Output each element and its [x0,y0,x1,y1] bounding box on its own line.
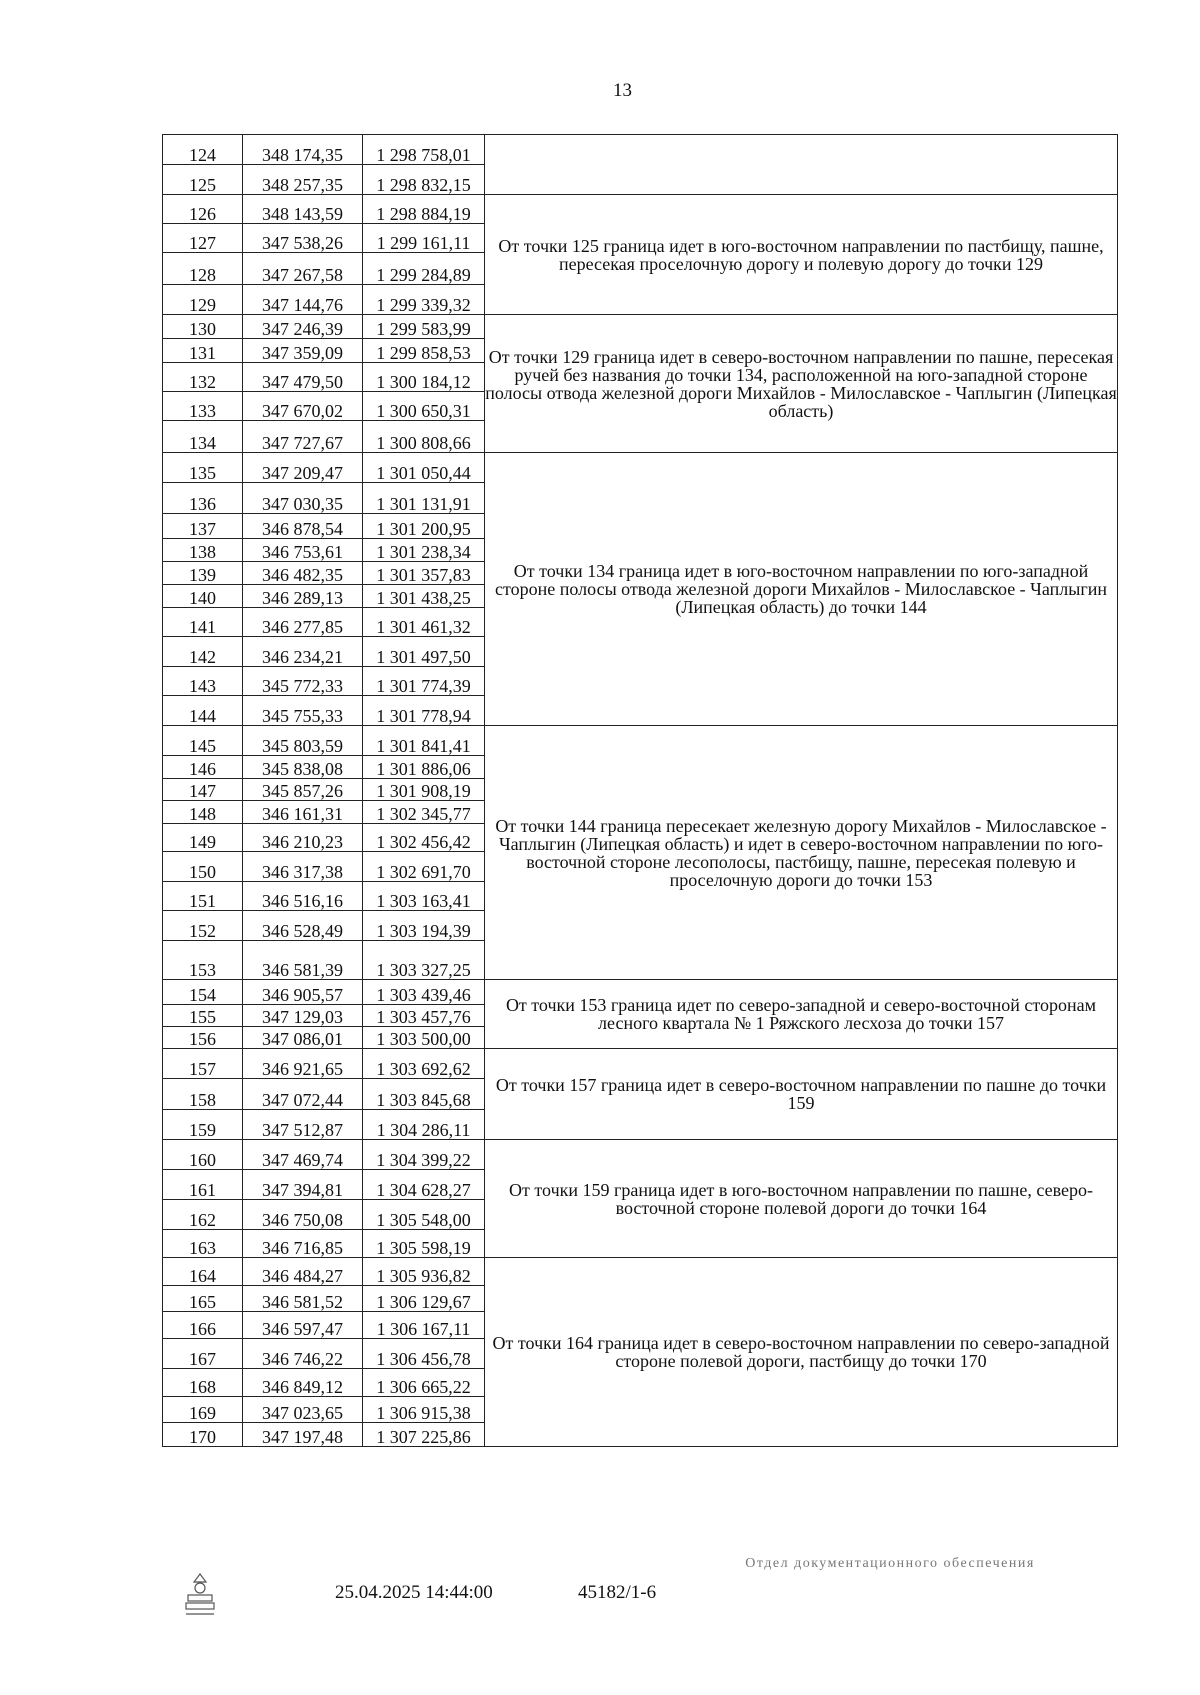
point-number: 126 [163,195,243,224]
point-number: 149 [163,824,243,852]
coordinate-x: 348 143,59 [243,195,363,224]
coordinate-y: 1 301 200,95 [363,514,485,539]
point-number: 143 [163,667,243,696]
coordinate-y: 1 301 438,25 [363,585,485,608]
point-number: 162 [163,1200,243,1230]
point-number: 134 [163,421,243,453]
coordinate-x: 348 174,35 [243,135,363,165]
coordinate-y: 1 303 439,46 [363,980,485,1005]
coordinate-y: 1 298 832,15 [363,165,485,195]
coordinate-x: 347 670,02 [243,392,363,421]
table-row [163,980,1118,1005]
boundary-description [485,135,1118,195]
coordinate-y: 1 300 650,31 [363,392,485,421]
point-number: 159 [163,1110,243,1140]
point-number: 135 [163,453,243,483]
coordinate-x: 347 072,44 [243,1079,363,1110]
point-number: 156 [163,1027,243,1049]
coordinate-x: 347 030,35 [243,483,363,514]
point-number: 160 [163,1140,243,1170]
point-number: 166 [163,1312,243,1339]
table-row [163,315,1118,339]
coordinate-y: 1 301 774,39 [363,667,485,696]
point-number: 125 [163,165,243,195]
coordinate-y: 1 299 858,53 [363,339,485,363]
coordinate-x: 346 750,08 [243,1200,363,1230]
point-number: 147 [163,779,243,801]
coordinate-y: 1 301 238,34 [363,539,485,562]
page-number: 13 [613,80,632,101]
coordinate-y: 1 303 692,62 [363,1049,485,1079]
boundary-description: От точки 144 граница пересекает железную дорогу Михайлов - Милославское - Чаплыгин (Липецкая область) и идет в северо-восточном направлении по юго-восточной стороне лесополосы, пастбищу, пашне, пересекая полевую и проселочную дороги до точки 153 [485,726,1118,980]
coordinate-x: 346 921,65 [243,1049,363,1079]
point-number: 146 [163,756,243,779]
coordinate-y: 1 302 691,70 [363,852,485,882]
point-number: 163 [163,1230,243,1258]
coordinate-x: 347 394,81 [243,1170,363,1200]
coordinate-y: 1 299 583,99 [363,315,485,339]
coordinate-x: 347 086,01 [243,1027,363,1049]
coordinate-y: 1 303 194,39 [363,911,485,941]
coordinate-y: 1 305 548,00 [363,1200,485,1230]
point-number: 130 [163,315,243,339]
coordinate-x: 346 317,38 [243,852,363,882]
coordinate-y: 1 298 884,19 [363,195,485,224]
coordinate-x: 346 161,31 [243,801,363,824]
coordinates-table [162,134,1118,1447]
coordinate-y: 1 303 500,00 [363,1027,485,1049]
coordinate-x: 345 803,59 [243,726,363,756]
coordinate-x: 347 246,39 [243,315,363,339]
coordinate-y: 1 299 284,89 [363,253,485,285]
boundary-description: От точки 164 граница идет в северо-восточном направлении по северо-западной стороне полевой дороги, пастбищу до точки 170 [485,1258,1118,1447]
point-number: 157 [163,1049,243,1079]
coordinate-y: 1 304 286,11 [363,1110,485,1140]
coordinate-x: 346 905,57 [243,980,363,1005]
point-number: 131 [163,339,243,363]
coordinate-x: 347 144,76 [243,285,363,315]
coordinate-x: 346 210,23 [243,824,363,852]
coordinate-x: 346 277,85 [243,608,363,637]
coordinate-y: 1 303 845,68 [363,1079,485,1110]
point-number: 136 [163,483,243,514]
point-number: 154 [163,980,243,1005]
point-number: 148 [163,801,243,824]
coordinate-y: 1 299 161,11 [363,224,485,253]
boundary-description: От точки 153 граница идет по северо-западной и северо-восточной сторонам лесного квартала № 1 Ряжского лесхоза до точки 157 [485,980,1118,1049]
boundary-description: От точки 157 граница идет в северо-восточном направлении по пашне до точки 159 [485,1049,1118,1140]
coordinate-y: 1 299 339,32 [363,285,485,315]
boundary-description: От точки 134 граница идет в юго-восточном направлении по юго-западной стороне полосы отвода железной дороги Михайлов - Милославское - Чаплыгин (Липецкая область) до точки 144 [485,453,1118,726]
coordinate-y: 1 301 131,91 [363,483,485,514]
boundary-description: От точки 125 граница идет в юго-восточном направлении по пастбищу, пашне, пересекая проселочную дорогу и полевую дорогу до точки 129 [485,195,1118,315]
table-row [163,135,1118,165]
coordinate-y: 1 302 345,77 [363,801,485,824]
point-number: 144 [163,696,243,726]
coordinate-x: 347 512,87 [243,1110,363,1140]
coordinate-y: 1 301 497,50 [363,637,485,667]
coordinate-y: 1 304 399,22 [363,1140,485,1170]
coordinate-x: 346 746,22 [243,1339,363,1369]
coordinate-x: 345 772,33 [243,667,363,696]
coordinate-x: 346 528,49 [243,911,363,941]
table-row [163,726,1118,756]
table-row [163,1258,1118,1286]
coordinate-x: 346 753,61 [243,539,363,562]
point-number: 124 [163,135,243,165]
point-number: 152 [163,911,243,941]
coordinate-x: 348 257,35 [243,165,363,195]
point-number: 128 [163,253,243,285]
coordinate-y: 1 300 184,12 [363,363,485,392]
coordinate-x: 346 234,21 [243,637,363,667]
coordinate-x: 347 209,47 [243,453,363,483]
coordinate-x: 347 129,03 [243,1005,363,1027]
point-number: 141 [163,608,243,637]
boundary-description: От точки 159 граница идет в юго-восточном направлении по пашне, северо-восточной стороне полевой дороги до точки 164 [485,1140,1118,1258]
coordinate-x: 346 878,54 [243,514,363,539]
coordinate-x: 347 023,65 [243,1397,363,1423]
point-number: 140 [163,585,243,608]
footer-document-number: 45182/1-6 [578,1582,657,1603]
point-number: 165 [163,1286,243,1312]
emblem-icon [180,1570,220,1620]
coordinate-x: 346 482,35 [243,562,363,585]
coordinate-y: 1 302 456,42 [363,824,485,852]
table-row [163,195,1118,224]
coordinate-y: 1 300 808,66 [363,421,485,453]
coordinate-y: 1 303 457,76 [363,1005,485,1027]
coordinate-y: 1 304 628,27 [363,1170,485,1200]
table-row [163,1049,1118,1079]
table-row [163,1140,1118,1170]
point-number: 139 [163,562,243,585]
point-number: 133 [163,392,243,421]
coordinate-y: 1 303 163,41 [363,882,485,911]
point-number: 170 [163,1423,243,1447]
coordinate-y: 1 306 129,67 [363,1286,485,1312]
point-number: 137 [163,514,243,539]
coordinate-x: 347 267,58 [243,253,363,285]
coordinate-x: 347 479,50 [243,363,363,392]
coordinate-y: 1 306 167,11 [363,1312,485,1339]
coordinate-y: 1 301 886,06 [363,756,485,779]
coordinate-x: 345 755,33 [243,696,363,726]
point-number: 132 [163,363,243,392]
point-number: 151 [163,882,243,911]
coordinate-y: 1 305 598,19 [363,1230,485,1258]
point-number: 150 [163,852,243,882]
page-footer [0,1556,1200,1650]
point-number: 142 [163,637,243,667]
coordinate-x: 345 838,08 [243,756,363,779]
coordinate-x: 345 857,26 [243,779,363,801]
coordinate-y: 1 306 665,22 [363,1369,485,1397]
coordinate-y: 1 306 915,38 [363,1397,485,1423]
coordinate-x: 346 716,85 [243,1230,363,1258]
coordinate-y: 1 301 841,41 [363,726,485,756]
coordinate-x: 346 597,47 [243,1312,363,1339]
point-number: 161 [163,1170,243,1200]
coordinate-x: 346 581,52 [243,1286,363,1312]
point-number: 169 [163,1397,243,1423]
coordinate-y: 1 303 327,25 [363,941,485,980]
coordinate-x: 347 469,74 [243,1140,363,1170]
coordinate-x: 347 197,48 [243,1423,363,1447]
coordinate-x: 346 484,27 [243,1258,363,1286]
department-stamp: Отдел документационного обеспечения [745,1556,1035,1571]
point-number: 153 [163,941,243,980]
coordinate-x: 347 727,67 [243,421,363,453]
point-number: 127 [163,224,243,253]
coordinate-y: 1 298 758,01 [363,135,485,165]
coordinate-y: 1 301 357,83 [363,562,485,585]
coordinate-y: 1 307 225,86 [363,1423,485,1447]
point-number: 145 [163,726,243,756]
coordinate-x: 346 516,16 [243,882,363,911]
coordinate-x: 346 849,12 [243,1369,363,1397]
coordinate-y: 1 301 461,32 [363,608,485,637]
coordinate-x: 347 538,26 [243,224,363,253]
boundary-description: От точки 129 граница идет в северо-восточном направлении по пашне, пересекая ручей без названия до точки 134, расположенной на юго-западной стороне полосы отвода железной дороги Михайлов - Милославское - Чаплыгин (Липецкая область) [485,315,1118,453]
point-number: 129 [163,285,243,315]
coordinate-x: 346 581,39 [243,941,363,980]
footer-date: 25.04.2025 14:44:00 [335,1582,493,1603]
point-number: 155 [163,1005,243,1027]
point-number: 167 [163,1339,243,1369]
point-number: 168 [163,1369,243,1397]
table-row [163,453,1118,483]
coordinate-x: 347 359,09 [243,339,363,363]
coordinate-y: 1 305 936,82 [363,1258,485,1286]
coordinate-y: 1 301 908,19 [363,779,485,801]
coordinate-y: 1 306 456,78 [363,1339,485,1369]
coordinate-x: 346 289,13 [243,585,363,608]
point-number: 164 [163,1258,243,1286]
point-number: 138 [163,539,243,562]
coordinate-y: 1 301 050,44 [363,453,485,483]
point-number: 158 [163,1079,243,1110]
coordinate-y: 1 301 778,94 [363,696,485,726]
